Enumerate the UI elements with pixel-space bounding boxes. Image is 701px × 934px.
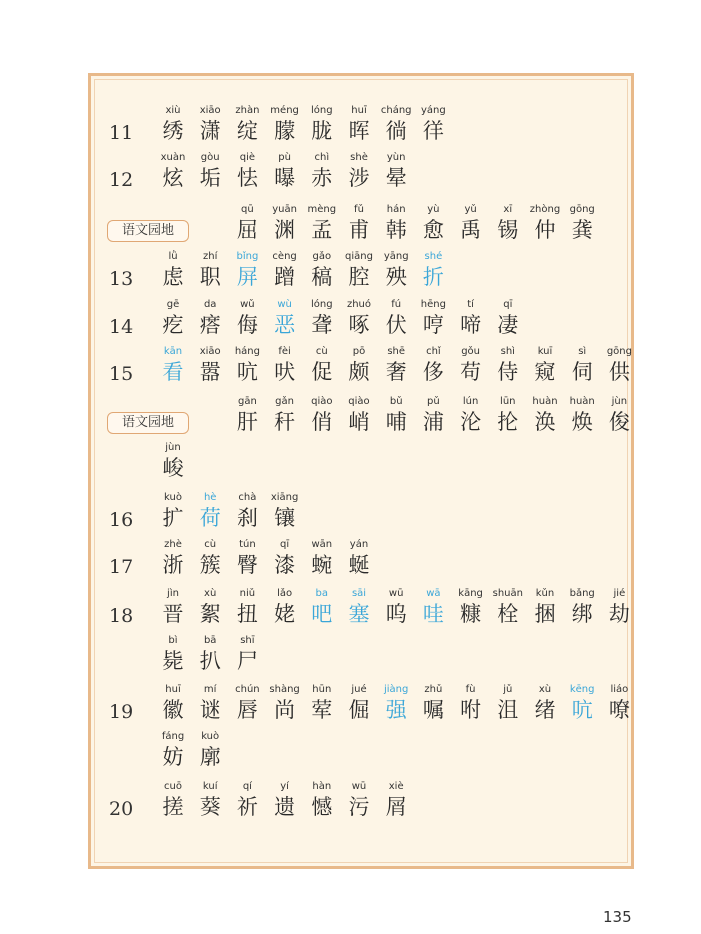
page-number: 135 [603, 908, 632, 926]
vocab-row [91, 104, 637, 144]
hanzi: 仲 [534, 218, 556, 242]
pinyin: hè [203, 492, 217, 503]
pinyin: bì [168, 635, 178, 646]
hanzi: 伺 [571, 360, 593, 384]
pinyin: lǎo [277, 588, 293, 599]
pinyin: jié [613, 588, 626, 599]
hanzi: 劫 [608, 602, 630, 626]
char-entry [416, 104, 450, 144]
pinyin: xiè [388, 781, 404, 792]
hanzi: 奢 [385, 360, 407, 384]
hanzi: 凄 [497, 313, 519, 337]
hanzi: 屈 [236, 218, 258, 242]
hanzi: 沮 [497, 698, 519, 722]
vocab-row [91, 634, 637, 674]
pinyin: cù [315, 346, 328, 357]
hanzi: 尚 [274, 698, 296, 722]
hanzi: 侈 [422, 360, 444, 384]
hanzi: 强 [385, 698, 407, 722]
hanzi: 絮 [199, 602, 221, 626]
pinyin: lūn [500, 396, 516, 407]
hanzi: 恶 [274, 313, 296, 337]
hanzi: 倔 [348, 698, 370, 722]
hanzi: 赤 [311, 166, 333, 190]
hanzi: 啼 [460, 313, 482, 337]
pinyin: háng [234, 346, 260, 357]
hanzi: 朦 [274, 119, 296, 143]
pinyin: cèng [272, 251, 297, 262]
pinyin: lún [462, 396, 479, 407]
hanzi: 哼 [422, 313, 444, 337]
hanzi: 徜 [385, 119, 407, 143]
hanzi: 糠 [460, 602, 482, 626]
pinyin: kuī [537, 346, 553, 357]
pinyin: qiào [311, 396, 333, 407]
pinyin: sāi [351, 588, 367, 599]
hanzi: 供 [608, 360, 630, 384]
pinyin: yáng [421, 105, 446, 116]
vocabulary-panel [88, 73, 634, 869]
pinyin: wū [351, 781, 367, 792]
vocab-row [91, 780, 637, 820]
hanzi: 晋 [162, 602, 184, 626]
pinyin: wù [277, 299, 292, 310]
hanzi: 吭 [571, 698, 593, 722]
pinyin: huàn [532, 396, 558, 407]
hanzi: 臀 [236, 553, 258, 577]
hanzi: 扩 [162, 506, 184, 530]
char-entry [565, 203, 599, 243]
pinyin: xiāng [270, 492, 299, 503]
lesson-number: 20 [109, 798, 134, 820]
vocab-row [91, 250, 637, 290]
pinyin: zhè [164, 539, 182, 550]
pinyin: xuàn [160, 152, 186, 163]
char-entry [156, 441, 190, 481]
pinyin: kān [163, 346, 183, 357]
hanzi: 稿 [311, 265, 333, 289]
pinyin: jǔ [503, 684, 513, 695]
hanzi: 愈 [422, 218, 444, 242]
pinyin: cù [204, 539, 217, 550]
pinyin: zhuó [346, 299, 372, 310]
pinyin: fù [465, 684, 476, 695]
hanzi: 怯 [236, 166, 258, 190]
section-badge: 语文园地 [107, 220, 189, 242]
pinyin: pù [278, 152, 291, 163]
hanzi: 禹 [460, 218, 482, 242]
lesson-number: 12 [109, 169, 134, 191]
hanzi: 荷 [199, 506, 221, 530]
hanzi: 扭 [236, 602, 258, 626]
hanzi: 吭 [236, 360, 258, 384]
pinyin: yuān [272, 204, 297, 215]
pinyin: qiāng [345, 251, 373, 262]
vocab-row [91, 538, 637, 578]
pinyin: chǐ [426, 346, 441, 357]
hanzi: 漆 [274, 553, 296, 577]
pinyin: yǔ [464, 204, 477, 215]
pinyin: chì [314, 152, 330, 163]
hanzi: 龚 [571, 218, 593, 242]
lesson-number: 14 [109, 316, 134, 338]
hanzi: 腔 [348, 265, 370, 289]
hanzi: 镶 [274, 506, 296, 530]
hanzi: 栓 [497, 602, 519, 626]
pinyin: ba [315, 588, 329, 599]
char-entry [342, 538, 376, 578]
hanzi: 葵 [199, 795, 221, 819]
pinyin: gǎn [275, 396, 294, 407]
pinyin: zhí [203, 251, 218, 262]
hanzi: 嘹 [608, 698, 630, 722]
char-entry [602, 395, 636, 435]
hanzi: 焕 [571, 410, 593, 434]
hanzi: 炫 [162, 166, 184, 190]
hanzi: 窥 [534, 360, 556, 384]
hanzi: 蹭 [274, 265, 296, 289]
pinyin: tún [239, 539, 256, 550]
pinyin: qiào [348, 396, 370, 407]
hanzi: 晕 [385, 166, 407, 190]
hanzi: 沦 [460, 410, 482, 434]
hanzi: 疙 [162, 313, 184, 337]
lesson-number: 17 [109, 556, 134, 578]
pinyin: yù [427, 204, 440, 215]
char-entry [491, 298, 525, 338]
pinyin: shī [240, 635, 255, 646]
hanzi: 韩 [385, 218, 407, 242]
hanzi: 涉 [348, 166, 370, 190]
pinyin: niǔ [239, 588, 256, 599]
pinyin: chún [235, 684, 260, 695]
pinyin: hàn [312, 781, 332, 792]
vocab-row [91, 441, 637, 481]
pinyin: yí [280, 781, 289, 792]
char-entry [379, 151, 413, 191]
pinyin: huī [351, 105, 367, 116]
pinyin: bā [203, 635, 217, 646]
pinyin: gǒu [461, 346, 480, 357]
pinyin: zhǔ [424, 684, 443, 695]
lesson-number: 11 [109, 122, 134, 144]
vocab-row [91, 491, 637, 531]
pinyin: yāng [383, 251, 409, 262]
vocab-row [91, 730, 637, 770]
vocab-row [91, 298, 637, 338]
char-entry [416, 250, 450, 290]
hanzi: 扒 [199, 649, 221, 673]
pinyin: sì [578, 346, 587, 357]
hanzi: 嘱 [422, 698, 444, 722]
pinyin: gōng [606, 346, 632, 357]
hanzi: 锡 [497, 218, 519, 242]
hanzi: 哺 [385, 410, 407, 434]
hanzi: 绣 [162, 119, 184, 143]
pinyin: shé [424, 251, 443, 262]
hanzi: 浙 [162, 553, 184, 577]
char-entry [602, 587, 636, 627]
hanzi: 颇 [348, 360, 370, 384]
pinyin: lǜ [168, 251, 178, 262]
pinyin: shē [387, 346, 406, 357]
lesson-number: 19 [109, 701, 134, 723]
section-badge: 语文园地 [107, 412, 189, 434]
pinyin: mèng [307, 204, 337, 215]
pinyin: kǔn [535, 588, 555, 599]
vocab-row [91, 683, 637, 723]
pinyin: gōng [569, 204, 595, 215]
pinyin: wān [311, 539, 333, 550]
pinyin: jìn [167, 588, 179, 599]
hanzi: 晖 [348, 119, 370, 143]
hanzi: 塞 [348, 602, 370, 626]
hanzi: 秆 [274, 410, 296, 434]
pinyin: gòu [200, 152, 220, 163]
pinyin: xī [503, 204, 513, 215]
vocab-row [91, 345, 637, 385]
hanzi: 虑 [162, 265, 184, 289]
hanzi: 搓 [162, 795, 184, 819]
pinyin: gē [166, 299, 180, 310]
pinyin: bǎng [569, 588, 595, 599]
hanzi: 折 [422, 265, 444, 289]
hanzi: 绑 [571, 602, 593, 626]
pinyin: lóng [311, 105, 333, 116]
lesson-number: 16 [109, 509, 134, 531]
hanzi: 峻 [162, 456, 184, 480]
hanzi: 渊 [274, 218, 296, 242]
hanzi: 哇 [422, 602, 444, 626]
hanzi: 曝 [274, 166, 296, 190]
pinyin: wū [388, 588, 404, 599]
hanzi: 蜿 [311, 553, 333, 577]
hanzi: 侍 [497, 360, 519, 384]
hanzi: 蜒 [348, 553, 370, 577]
char-entry [230, 634, 264, 674]
hanzi: 捆 [534, 602, 556, 626]
hanzi: 孟 [311, 218, 333, 242]
hanzi: 吠 [274, 360, 296, 384]
hanzi: 殃 [385, 265, 407, 289]
lesson-number: 15 [109, 363, 134, 385]
pinyin: huàn [569, 396, 595, 407]
pinyin: qí [242, 781, 252, 792]
hanzi: 呜 [385, 602, 407, 626]
hanzi: 荤 [311, 698, 333, 722]
lesson-number: 13 [109, 268, 134, 290]
pinyin: xiāo [199, 105, 221, 116]
pinyin: zhàn [235, 105, 260, 116]
pinyin: kuò [201, 731, 220, 742]
pinyin: gǎo [312, 251, 332, 262]
hanzi: 唇 [236, 698, 258, 722]
hanzi: 徽 [162, 698, 184, 722]
hanzi: 肝 [236, 410, 258, 434]
hanzi: 苟 [460, 360, 482, 384]
hanzi: 污 [348, 795, 370, 819]
hanzi: 廓 [199, 745, 221, 769]
pinyin: yán [349, 539, 369, 550]
pinyin: shàng [269, 684, 300, 695]
pinyin: hán [386, 204, 406, 215]
vocab-row [91, 395, 637, 435]
char-entry [268, 491, 302, 531]
hanzi: 遗 [274, 795, 296, 819]
pinyin: qī [503, 299, 513, 310]
hanzi: 啄 [348, 313, 370, 337]
hanzi: 屏 [236, 265, 258, 289]
pinyin: huī [165, 684, 181, 695]
pinyin: pǔ [427, 396, 440, 407]
pinyin: bǔ [389, 396, 403, 407]
pinyin: hēng [420, 299, 446, 310]
hanzi: 伏 [385, 313, 407, 337]
char-entry [602, 345, 636, 385]
vocab-row [91, 203, 637, 243]
hanzi: 胧 [311, 119, 333, 143]
hanzi: 职 [199, 265, 221, 289]
hanzi: 涣 [534, 410, 556, 434]
pinyin: kuò [164, 492, 182, 503]
vocab-row [91, 151, 637, 191]
pinyin: hūn [312, 684, 332, 695]
hanzi: 吧 [311, 602, 333, 626]
pinyin: fú [391, 299, 402, 310]
hanzi: 姥 [274, 602, 296, 626]
hanzi: 咐 [460, 698, 482, 722]
pinyin: lóng [311, 299, 333, 310]
pinyin: jùn [611, 396, 628, 407]
vocab-row [91, 587, 637, 627]
hanzi: 嚣 [199, 360, 221, 384]
pinyin: cháng [380, 105, 412, 116]
hanzi: 抡 [497, 410, 519, 434]
hanzi: 谜 [199, 698, 221, 722]
pinyin: liáo [610, 684, 629, 695]
pinyin: qī [280, 539, 290, 550]
pinyin: yùn [386, 152, 406, 163]
hanzi: 毙 [162, 649, 184, 673]
hanzi: 尸 [236, 649, 258, 673]
pinyin: tí [467, 299, 474, 310]
pinyin: fǔ [354, 204, 364, 215]
pinyin: xiù [165, 105, 181, 116]
pinyin: fáng [161, 731, 185, 742]
hanzi: 看 [162, 360, 184, 384]
hanzi: 甫 [348, 218, 370, 242]
hanzi: 浦 [422, 410, 444, 434]
pinyin: shuān [492, 588, 523, 599]
hanzi: 绽 [236, 119, 258, 143]
hanzi: 屑 [385, 795, 407, 819]
pinyin: cuō [164, 781, 182, 792]
hanzi: 峭 [348, 410, 370, 434]
char-entry [193, 730, 227, 770]
hanzi: 簇 [199, 553, 221, 577]
pinyin: jiàng [384, 684, 409, 695]
pinyin: qiè [239, 152, 256, 163]
pinyin: jué [351, 684, 367, 695]
hanzi: 祈 [236, 795, 258, 819]
hanzi: 俏 [311, 410, 333, 434]
hanzi: 促 [311, 360, 333, 384]
hanzi: 徉 [422, 119, 444, 143]
pinyin: jùn [165, 442, 181, 453]
pinyin: kāng [458, 588, 483, 599]
hanzi: 垢 [199, 166, 221, 190]
hanzi: 刹 [236, 506, 258, 530]
pinyin: zhòng [529, 204, 561, 215]
pinyin: xiāo [199, 346, 221, 357]
pinyin: qū [241, 204, 254, 215]
pinyin: xù [204, 588, 217, 599]
hanzi: 潇 [199, 119, 221, 143]
pinyin: kēng [569, 684, 595, 695]
pinyin: xù [538, 684, 552, 695]
pinyin: mí [203, 684, 217, 695]
pinyin: gān [237, 396, 257, 407]
pinyin: méng [270, 105, 299, 116]
pinyin: wā [426, 588, 441, 599]
char-entry [379, 780, 413, 820]
hanzi: 瘩 [199, 313, 221, 337]
pinyin: chà [238, 492, 257, 503]
pinyin: shè [350, 152, 368, 163]
hanzi: 侮 [236, 313, 258, 337]
pinyin: kuí [202, 781, 218, 792]
hanzi: 俊 [608, 410, 630, 434]
hanzi: 妨 [162, 745, 184, 769]
pinyin: shì [500, 346, 515, 357]
lesson-number: 18 [109, 605, 134, 627]
pinyin: bǐng [236, 251, 259, 262]
pinyin: pō [352, 346, 366, 357]
char-entry [602, 683, 636, 723]
hanzi: 绪 [534, 698, 556, 722]
hanzi: 聋 [311, 313, 333, 337]
pinyin: wǔ [240, 299, 255, 310]
pinyin: fèi [278, 346, 291, 357]
pinyin: da [203, 299, 217, 310]
hanzi: 憾 [311, 795, 333, 819]
